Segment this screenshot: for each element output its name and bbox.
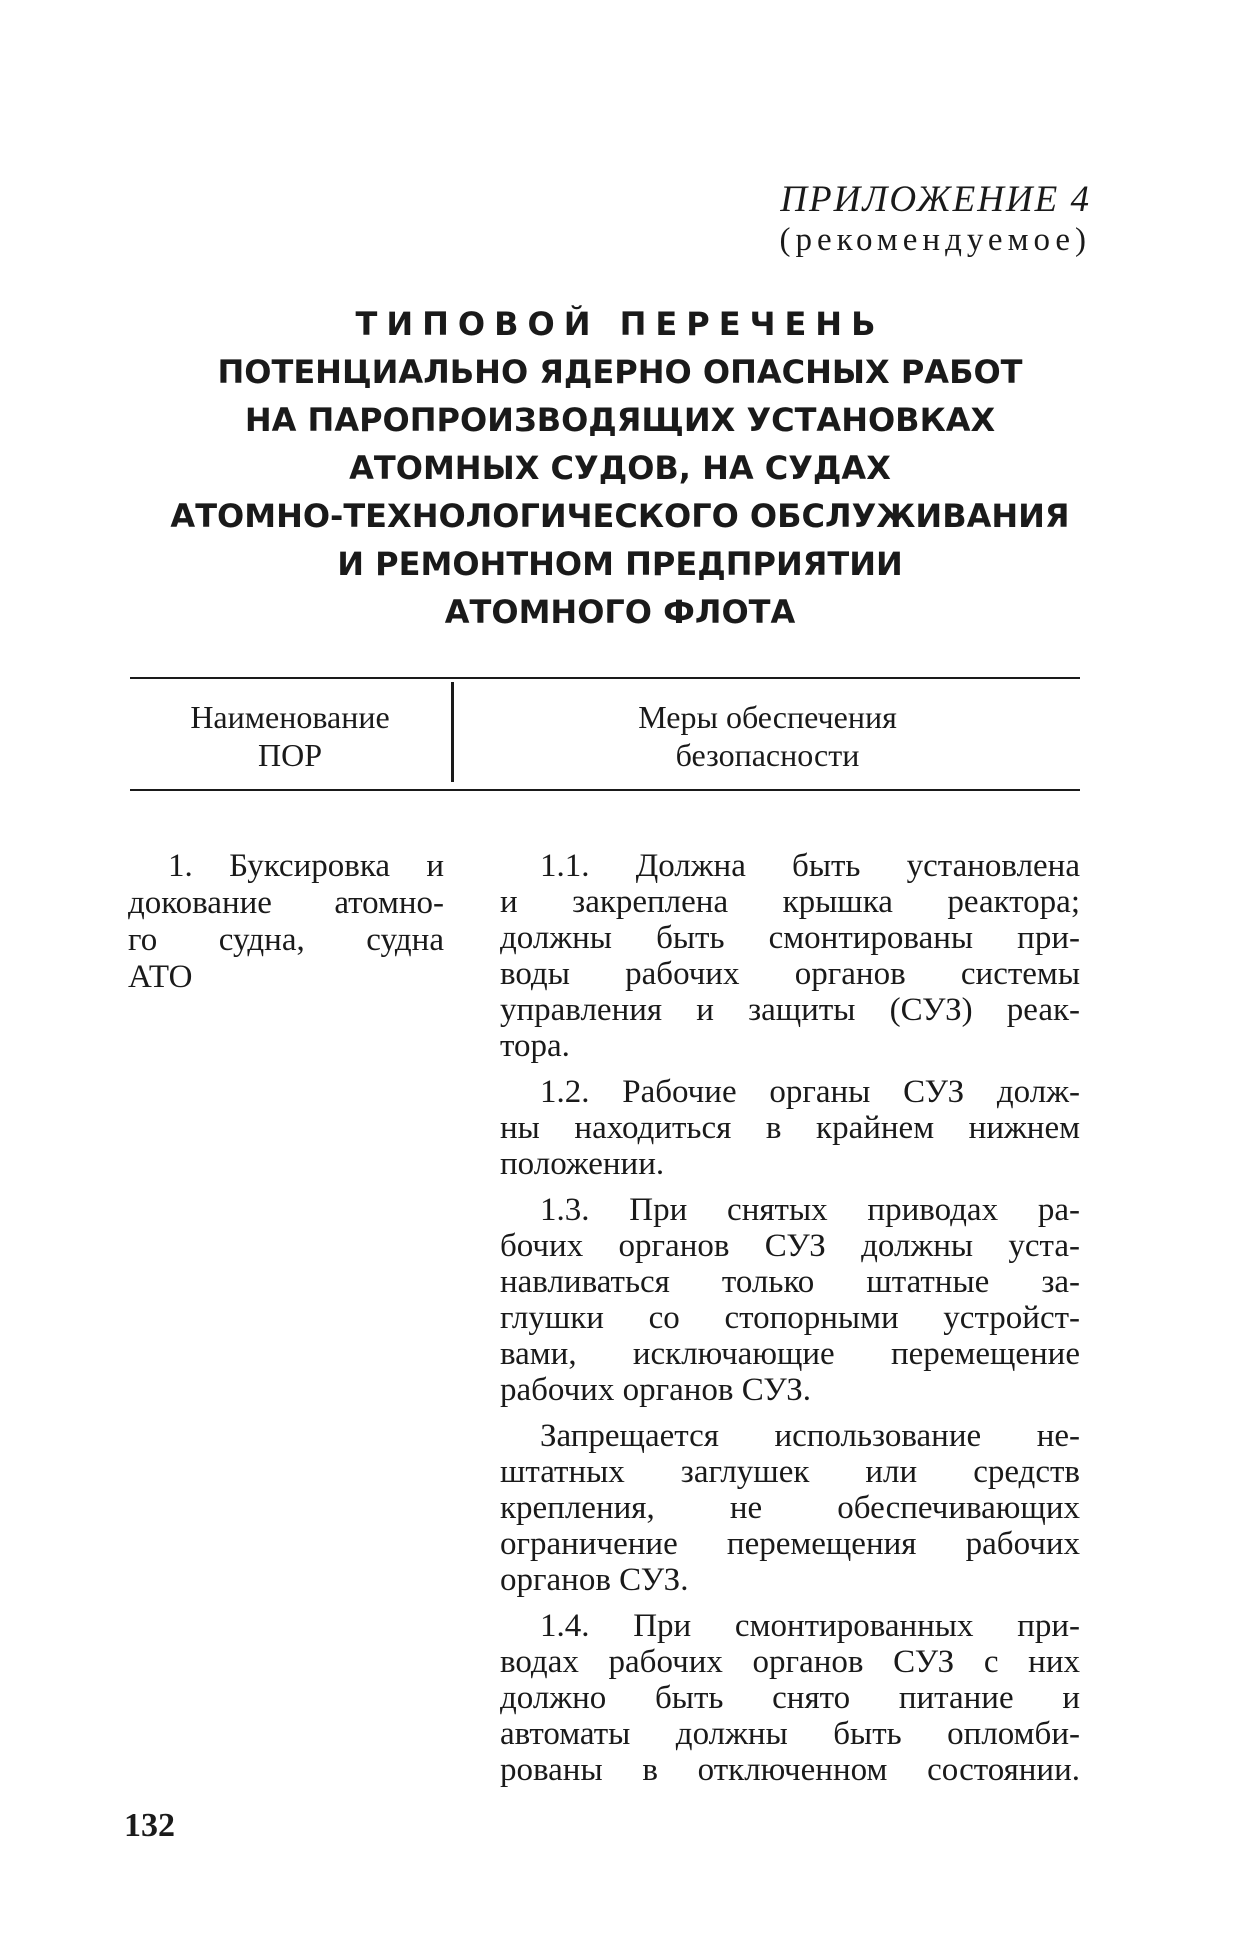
- safety-measures: [500, 848, 1080, 1798]
- appendix-label: [780, 180, 1091, 260]
- work-item: [128, 848, 444, 996]
- measure-line: навливаться только штатные за-: [500, 1264, 1080, 1300]
- title-line: И РЕМОНТНОМ ПРЕДПРИЯТИИ: [337, 545, 903, 583]
- title-line: ТИПОВОЙ ПЕРЕЧЕНЬ: [355, 305, 885, 343]
- measure-line: бочих органов СУЗ должны уста-: [500, 1228, 1080, 1264]
- measure-line: вами, исключающие перемещение: [500, 1336, 1080, 1372]
- column-header-measures: [455, 698, 1080, 774]
- measure-line: ограничение перемещения рабочих: [500, 1526, 1080, 1562]
- title-line: АТОМНОГО ФЛОТА: [444, 593, 796, 631]
- title-line: АТОМНО-ТЕХНОЛОГИЧЕСКОГО ОБСЛУЖИВАНИЯ: [170, 497, 1070, 535]
- measure-line: 1.1. Должна быть установлена: [540, 848, 1080, 884]
- measure-line: 1.3. При снятых приводах ра-: [540, 1192, 1080, 1228]
- measure-line: глушки со стопорными устройст-: [500, 1300, 1080, 1336]
- measure-paragraph: [500, 848, 1080, 1064]
- title-line: ПОТЕНЦИАЛЬНО ЯДЕРНО ОПАСНЫХ РАБОТ: [217, 353, 1023, 391]
- measure-paragraph: [500, 1074, 1080, 1182]
- column-header-line: Меры обеспечения: [638, 699, 897, 735]
- appendix-title: ПРИЛОЖЕНИЕ 4: [780, 179, 1091, 220]
- title-line: АТОМНЫХ СУДОВ, НА СУДАХ: [349, 449, 891, 487]
- measure-line: положении.: [500, 1146, 665, 1182]
- work-item-line: го судна, судна: [128, 922, 444, 958]
- measure-line: ны находиться в крайнем нижнем: [500, 1110, 1080, 1146]
- work-item-line: докование атомно-: [128, 885, 444, 921]
- measure-line: водах рабочих органов СУЗ с них: [500, 1644, 1080, 1680]
- measure-line: штатных заглушек или средств: [500, 1454, 1080, 1490]
- measure-line: рабочих органов СУЗ.: [500, 1372, 812, 1408]
- table-top-rule: [130, 677, 1080, 679]
- measure-line: управления и защиты (СУЗ) реак-: [500, 992, 1080, 1028]
- column-header-line: безопасности: [675, 737, 860, 773]
- title-line: НА ПАРОПРОИЗВОДЯЩИХ УСТАНОВКАХ: [244, 401, 996, 439]
- table-header-divider: [451, 682, 454, 782]
- measure-line: воды рабочих органов системы: [500, 956, 1080, 992]
- measure-line: органов СУЗ.: [500, 1562, 689, 1598]
- column-header-name: [130, 698, 450, 774]
- measure-line: и закреплена крышка реактора;: [500, 884, 1080, 920]
- work-item-line: 1. Буксировка и: [168, 848, 444, 884]
- column-header-line: ПОР: [257, 737, 322, 773]
- page-number: 132: [124, 1807, 175, 1844]
- appendix-subtitle: (рекомендуемое): [779, 222, 1091, 258]
- measure-line: должны быть смонтированы при-: [500, 920, 1080, 956]
- table-header-rule: [130, 789, 1080, 791]
- measure-line: Запрещается использование не-: [540, 1418, 1080, 1454]
- document-title: [120, 300, 1120, 636]
- measure-line: тора.: [500, 1028, 570, 1064]
- measure-line: 1.4. При смонтированных при-: [540, 1608, 1080, 1644]
- measure-line: 1.2. Рабочие органы СУЗ долж-: [540, 1074, 1080, 1110]
- measure-paragraph: [500, 1608, 1080, 1788]
- work-item-line: АТО: [128, 959, 193, 995]
- column-header-line: Наименование: [190, 699, 390, 735]
- measure-line: должно быть снято питание и: [500, 1680, 1080, 1716]
- measure-line: крепления, не обеспечивающих: [500, 1490, 1080, 1526]
- measure-paragraph: [500, 1418, 1080, 1598]
- measure-line: рованы в отключенном состоянии.: [500, 1752, 1080, 1788]
- measure-paragraph: [500, 1192, 1080, 1408]
- measure-line: автоматы должны быть опломби-: [500, 1716, 1080, 1752]
